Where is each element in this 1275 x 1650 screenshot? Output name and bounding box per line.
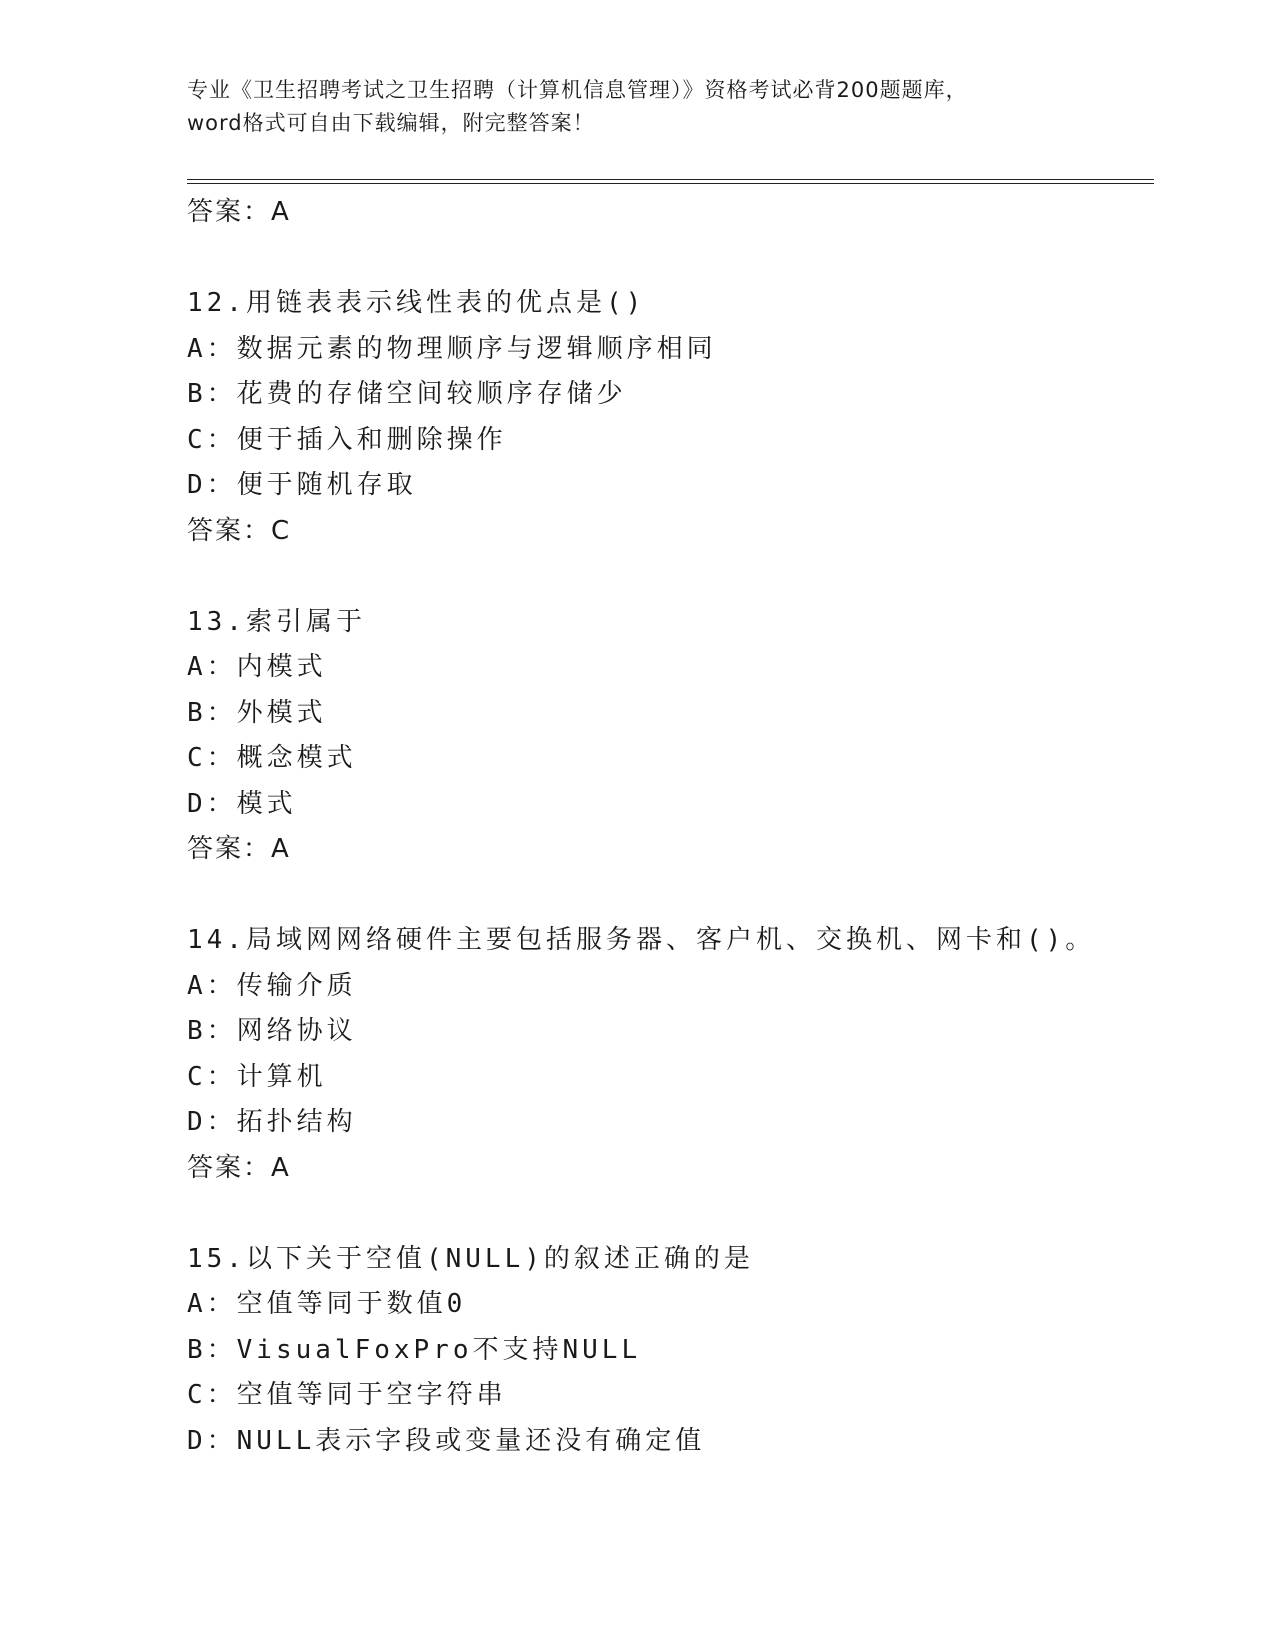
option-13-b: B：外模式 — [187, 697, 327, 728]
spacer — [187, 873, 1147, 919]
answer-12: 答案：C — [187, 515, 292, 546]
option-14-c: C：计算机 — [187, 1061, 327, 1092]
option-15-b: B：VisualFoxPro不支持NULL — [187, 1334, 642, 1365]
answer-13: 答案：A — [187, 834, 291, 864]
header-line-1: 专业《卫生招聘考试之卫生招聘（计算机信息管理）》资格考试必背200题题库， — [187, 78, 968, 102]
header-double-rule — [187, 179, 1154, 184]
question-list — [187, 190, 1147, 1464]
option-15-d: D：NULL表示字段或变量还没有确定值 — [187, 1425, 706, 1456]
option-15-c: C：空值等同于空字符串 — [187, 1380, 507, 1410]
answer-14: 答案：A — [187, 1152, 291, 1183]
option-12-a: A：数据元素的物理顺序与逻辑顺序相同 — [187, 333, 717, 364]
answer-11: 答案：A — [187, 197, 291, 227]
option-13-c: C：概念模式 — [187, 743, 357, 773]
option-14-b: B：网络协议 — [187, 1016, 357, 1046]
option-12-c: C：便于插入和删除操作 — [187, 424, 507, 455]
option-12-b: B：花费的存储空间较顺序存储少 — [187, 379, 627, 409]
question-14: 14.局域网网络硬件主要包括服务器、客户机、交换机、网卡和()。 — [187, 925, 1096, 955]
question-13: 13.索引属于 — [187, 606, 366, 637]
spacer — [187, 236, 1147, 282]
spacer — [187, 554, 1147, 600]
question-12: 12.用链表表示线性表的优点是() — [187, 288, 646, 318]
option-14-a: A：传输介质 — [187, 970, 357, 1001]
option-15-a: A：空值等同于数值0 — [187, 1289, 467, 1319]
option-14-d: D：拓扑结构 — [187, 1107, 357, 1137]
spacer — [187, 1191, 1147, 1237]
option-12-d: D：便于随机存取 — [187, 470, 417, 500]
option-13-d: D：模式 — [187, 788, 297, 819]
header-line-2: word格式可自由下载编辑，附完整答案！ — [187, 111, 595, 135]
question-15: 15.以下关于空值(NULL)的叙述正确的是 — [187, 1243, 754, 1274]
option-13-a: A：内模式 — [187, 652, 327, 682]
document-header — [187, 74, 1107, 140]
